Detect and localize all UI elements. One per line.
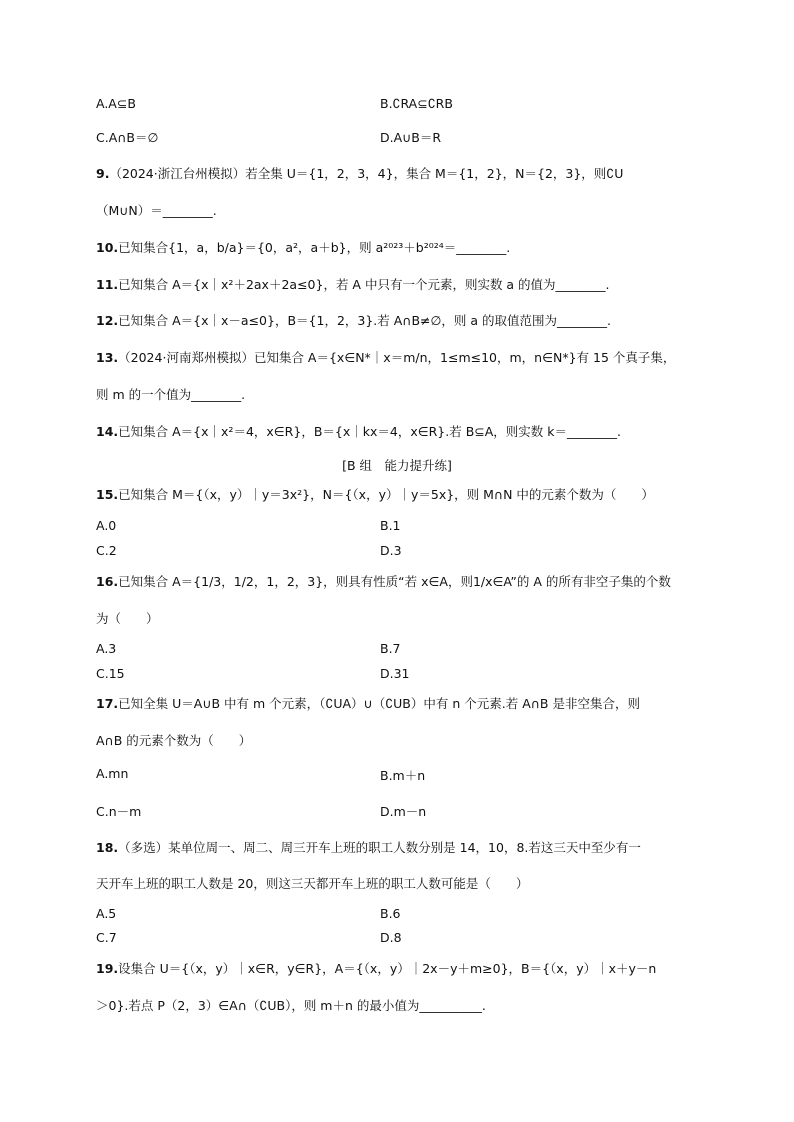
q17-option-c: C.n－m [96, 804, 142, 819]
q8-option-b: B.∁RA⊆∁RB [380, 96, 453, 111]
q8-option-a: A.A⊆B [96, 96, 136, 111]
q17-option-d: D.m－n [380, 804, 427, 819]
q12-text: 已知集合 A＝{x｜x－a≤0}，B＝{1，2，3}.若 A∩B≠∅，则 a 的取值范围为________. [118, 313, 611, 328]
q17-option-b: B.m＋n [380, 768, 426, 783]
q19-line2: ＞0}.若点 P（2，3）∈A∩（∁UB），则 m＋n 的最小值为__________. [96, 998, 486, 1013]
q17-line2: A∩B 的元素个数为（ ） [96, 733, 252, 748]
q9-number: 9. [96, 166, 110, 181]
q13-number: 13. [96, 350, 119, 365]
q18-option-d: D.8 [380, 930, 402, 945]
q18-option-c: C.7 [96, 930, 117, 945]
q12 [96, 311, 611, 329]
section-b-heading: [B 组 能力提升练] [342, 458, 452, 473]
q16-option-d: D.31 [380, 666, 410, 681]
q9-line1 [96, 164, 623, 182]
q16-text: 已知集合 A＝{1/3，1/2，1，2，3}，则具有性质“若 x∈A，则1/x∈A”的 A 的所有非空子集的个数 [118, 574, 671, 589]
q8-option-d: D.A∪B＝R [380, 130, 442, 145]
q18-option-b: B.6 [380, 906, 401, 921]
q15-option-c: C.2 [96, 543, 117, 558]
q12-number: 12. [96, 313, 119, 328]
q15-option-a: A.0 [96, 518, 117, 533]
q16-option-b: B.7 [380, 641, 401, 656]
q13-text: （2024·河南郑州模拟）已知集合 A＝{x∈N*｜x＝m/n，1≤m≤10，m，n∈N*}有 15 个真子集， [118, 350, 676, 365]
q17-option-a: A.mn [96, 766, 129, 781]
q11-number: 11. [96, 277, 119, 292]
q11 [96, 275, 610, 293]
q9-text: （2024·浙江台州模拟）若全集 U＝{1，2，3，4}，集合 M＝{1，2}，N＝{2，3}，则∁U [109, 166, 624, 181]
q17-text: 已知全集 U＝A∪B 中有 m 个元素，（∁UA）∪（∁UB）中有 n 个元素.若 A∩B 是非空集合，则 [118, 696, 640, 711]
q18-line2: 天开车上班的职工人数是 20，则这三天都开车上班的职工人数可能是（ ） [96, 876, 529, 891]
q14 [96, 422, 621, 440]
q16-line2: 为（ ） [96, 611, 159, 626]
q18-text: （多选）某单位周一、周二、周三开车上班的职工人数分别是 14，10，8.若这三天中至少有一 [118, 840, 641, 855]
q13-line2: 则 m 的一个值为________. [96, 387, 246, 402]
q17-line1 [96, 694, 640, 712]
q17-number: 17. [96, 696, 119, 711]
q15-option-b: B.1 [380, 518, 401, 533]
q10 [96, 238, 510, 256]
q16-option-c: C.15 [96, 666, 125, 681]
q16-option-a: A.3 [96, 641, 117, 656]
q15-number: 15. [96, 487, 119, 502]
q18-option-a: A.5 [96, 906, 117, 921]
q8-option-c: C.A∩B＝∅ [96, 130, 159, 145]
q10-number: 10. [96, 240, 119, 255]
q13-line1 [96, 348, 675, 366]
q18-line1 [96, 838, 641, 856]
q19-line1 [96, 959, 656, 977]
q19-number: 19. [96, 961, 119, 976]
q15-text: 已知集合 M＝{（x，y）｜y＝3x²}，N＝{（x，y）｜y＝5x}，则 M∩N 中的元素个数为（ ） [118, 487, 654, 502]
q11-text: 已知集合 A＝{x｜x²＋2ax＋2a≤0}，若 A 中只有一个元素，则实数 a 的值为________. [118, 277, 610, 292]
q9-line2: （M∪N）＝________. [96, 203, 217, 218]
q15 [96, 485, 654, 503]
q16-line1 [96, 572, 671, 590]
q10-text: 已知集合{1，a，b/a}＝{0，a²，a＋b}，则 a²⁰²³＋b²⁰²⁴＝________. [118, 240, 511, 255]
q16-number: 16. [96, 574, 119, 589]
q18-number: 18. [96, 840, 119, 855]
q14-number: 14. [96, 424, 119, 439]
q15-option-d: D.3 [380, 543, 402, 558]
q14-text: 已知集合 A＝{x｜x²＝4，x∈R}，B＝{x｜kx＝4，x∈R}.若 B⊆A，则实数 k＝________. [118, 424, 621, 439]
q19-text: 设集合 U＝{（x，y）｜x∈R，y∈R}，A＝{（x，y）｜2x－y＋m≥0}，B＝{（x，y）｜x＋y－n [118, 961, 657, 976]
